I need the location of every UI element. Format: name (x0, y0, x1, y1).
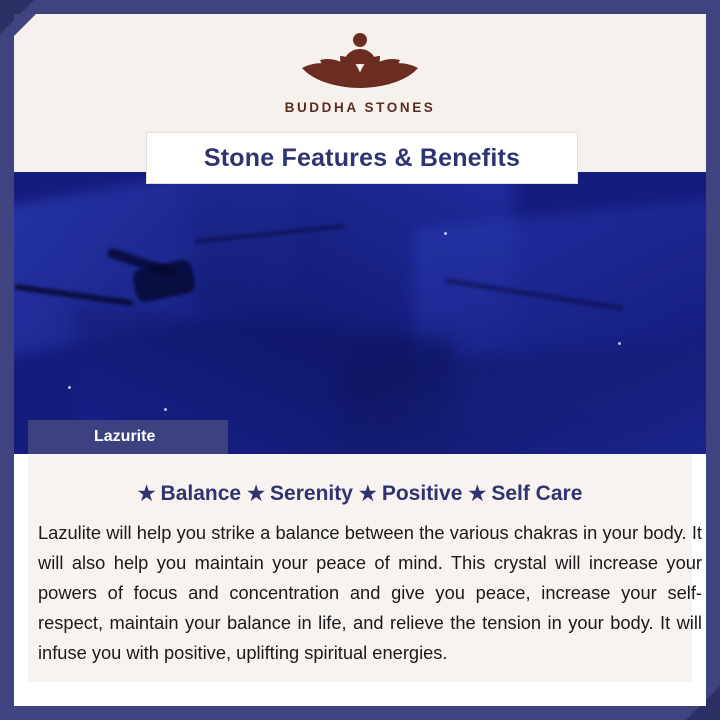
star-icon: ★ (247, 483, 266, 505)
keyword-list (14, 482, 706, 506)
stone-name-tag (28, 420, 228, 454)
photo-sparkle (444, 232, 447, 235)
stone-description: Lazulite will help you strike a balance between the various chakras in your body. It will also help you maintain your peace of mind. This crystal will increase your powers of focus and concentration and give you peace, increase your self-respect, maintain your balance in life, and relieve the tension in your body. It will infuse you with positive, uplifting spiritual energies. (38, 522, 702, 663)
keyword-item-positive (359, 482, 462, 506)
star-icon: ★ (358, 483, 377, 505)
star-icon: ★ (468, 483, 487, 505)
photo-sparkle (164, 408, 167, 411)
keyword-label: Balance (160, 482, 242, 505)
photo-sparkle (68, 386, 71, 389)
page-title-band (146, 132, 578, 184)
keyword-item-balance (138, 482, 241, 506)
keyword-item-serenity (247, 482, 353, 506)
keyword-item-self-care (468, 482, 582, 506)
keyword-label: Self Care (491, 482, 583, 505)
keyword-label: Serenity (270, 482, 353, 505)
inner-card (14, 14, 706, 706)
brand-name: BUDDHA STONES (284, 100, 436, 115)
keyword-label: Positive (381, 482, 463, 505)
stone-name: Lazurite (94, 428, 156, 445)
page-title: Stone Features & Benefits (203, 143, 521, 172)
star-icon: ★ (137, 483, 156, 505)
lotus-meditation-icon (280, 26, 440, 98)
photo-sparkle (618, 342, 621, 345)
brand-header (14, 14, 706, 124)
stone-photo (14, 172, 706, 454)
inner-corner-cut (14, 14, 36, 36)
bottom-white-band (14, 682, 706, 706)
